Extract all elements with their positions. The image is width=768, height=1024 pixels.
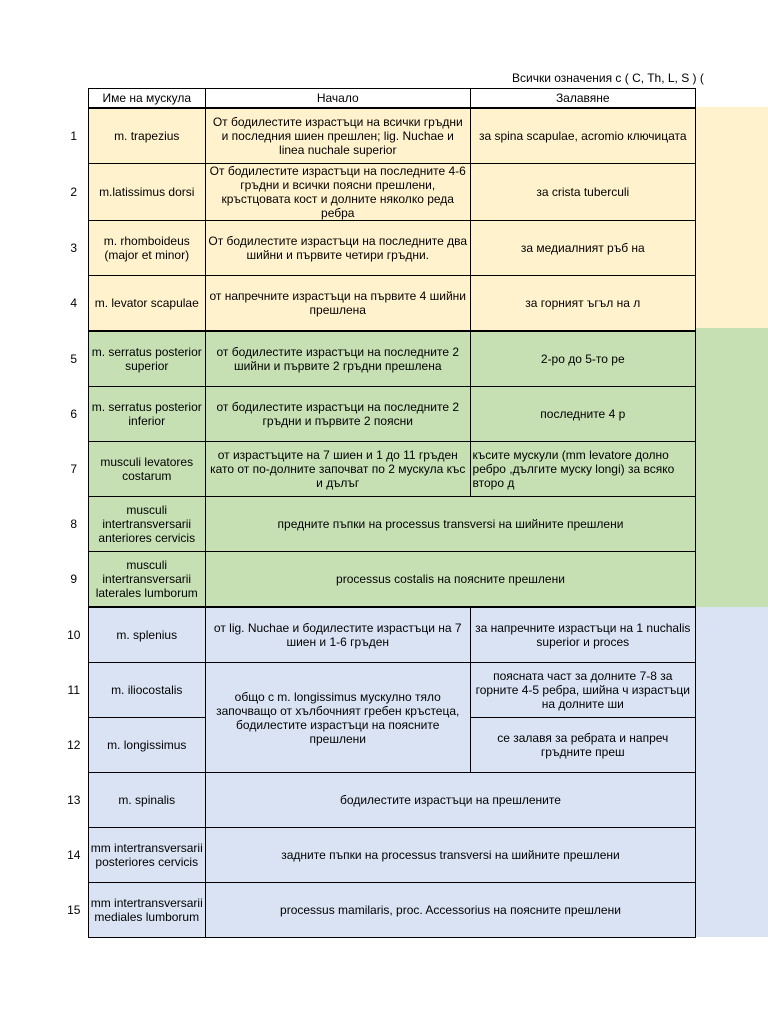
muscle-insertion: за горният ъгъл на л [470, 276, 695, 332]
muscle-table [60, 88, 696, 938]
row-number: 6 [60, 387, 88, 442]
row-number: 12 [60, 718, 88, 773]
muscle-attachment-span: processus mamilaris, proc. Accessorius на поясните прешлени [205, 883, 695, 938]
muscle-name: mm intertransversarii posteriores cervicis [88, 828, 205, 883]
muscle-name: m. levator scapulae [88, 276, 205, 332]
row-number: 3 [60, 221, 88, 276]
row-number: 8 [60, 497, 88, 552]
muscle-name: m. serratus posterior superior [88, 331, 205, 387]
row-number: 5 [60, 331, 88, 387]
row-number: 4 [60, 276, 88, 332]
row-number: 14 [60, 828, 88, 883]
row-number: 11 [60, 663, 88, 718]
row-number: 15 [60, 883, 88, 938]
muscle-origin: от израстъците на 7 шиен и 1 до 11 гръден като от по-долните започват по 2 мускула къс и дълъг [205, 442, 470, 497]
shared-origin-iliocostalis-longissimus: общо с m. longissimus мускулно тяло започващо от хълбочният гребен кръстеца, бодилестите израстъци на поясните прешлени [205, 663, 470, 773]
muscle-name: m. splenius [88, 607, 205, 663]
muscle-origin: От бодилестите израстъци на всички гръдни и последния шиен прешлен; lig. Nuchae и linea nuchale superior [205, 108, 470, 164]
muscle-name: musculi intertransversarii laterales lumborum [88, 552, 205, 608]
muscle-origin: от бодилестите израстъци на последните 2 гръдни и първите 2 поясни [205, 387, 470, 442]
muscle-name: musculi levatores costarum [88, 442, 205, 497]
table-row [60, 828, 696, 883]
muscle-attachment-span: бодилестите израстъци на прешлените [205, 773, 695, 828]
muscle-insertion: 2-ро до 5-то ре [470, 331, 695, 387]
table-row [60, 607, 696, 663]
yellow-group-band [696, 107, 768, 328]
row-number: 2 [60, 164, 88, 221]
muscle-name: musculi intertransversarii anteriores cervicis [88, 497, 205, 552]
header-name: Име на мускула [88, 89, 205, 109]
table-row [60, 331, 696, 387]
muscle-origin: От бодилестите израстъци на последните два шийни и първите четири гръдни. [205, 221, 470, 276]
row-number: 1 [60, 108, 88, 164]
muscle-insertion: за crista tuberculi [470, 164, 695, 221]
muscle-insertion: за медиалният ръб на [470, 221, 695, 276]
muscle-origin: от бодилестите израстъци на последните 2 шийни и първите 2 гръдни прешлена [205, 331, 470, 387]
green-group-band [696, 328, 768, 607]
table-row [60, 387, 696, 442]
row-number: 7 [60, 442, 88, 497]
muscle-name: mm intertransversarii mediales lumborum [88, 883, 205, 938]
muscle-insertion: поясната част за долните 7-8 за горните 4-5 ребра, шийна ч израстъци на долните ши [470, 663, 695, 718]
muscle-insertion: последните 4 р [470, 387, 695, 442]
table-row [60, 663, 696, 718]
muscle-origin: От бодилестите израстъци на последните 4-6 гръдни и всички поясни прешлени, кръстцовата кост и долните няколко реда ребра [205, 164, 470, 221]
row-number: 13 [60, 773, 88, 828]
row-number: 10 [60, 607, 88, 663]
header-origin: Начало [205, 89, 470, 109]
notation-note: Всички означения с ( C, Th, L, S ) ( [512, 71, 704, 85]
muscle-insertion: за напречните израстъци на 1 nuchalis superior и proces [470, 607, 695, 663]
muscle-attachment-span: processus costalis на поясните прешлени [205, 552, 695, 608]
table-row [60, 164, 696, 221]
muscle-name: m.latissimus dorsi [88, 164, 205, 221]
muscle-attachment-span: задните пъпки на processus transversi на шийните прешлени [205, 828, 695, 883]
table-row [60, 221, 696, 276]
muscle-name: m. serratus posterior inferior [88, 387, 205, 442]
muscle-origin: от lig. Nuchae и бодилестите израстъци на 7 шиен и 1-6 гръден [205, 607, 470, 663]
table-row [60, 773, 696, 828]
muscle-origin: от напречните израстъци на първите 4 шийни прешлена [205, 276, 470, 332]
muscle-name: m. iliocostalis [88, 663, 205, 718]
muscle-attachment-span: предните пъпки на processus transversi на шийните прешлени [205, 497, 695, 552]
muscle-name: m. trapezius [88, 108, 205, 164]
table-row [60, 497, 696, 552]
table-row [60, 552, 696, 608]
header-num-cell [60, 89, 88, 109]
table-header-row [60, 89, 696, 109]
muscle-insertion: се залавя за ребрата и напреч гръдните преш [470, 718, 695, 773]
muscle-name: m. longissimus [88, 718, 205, 773]
muscle-insertion: късите мускули (mm levatore долно ребро ,дългите муску longi) за всяко второ д [470, 442, 695, 497]
blue-group-band [696, 607, 768, 937]
table-row [60, 276, 696, 332]
table-row [60, 108, 696, 164]
table-row [60, 883, 696, 938]
muscle-name: m. rhomboideus (major et minor) [88, 221, 205, 276]
muscle-name: m. spinalis [88, 773, 205, 828]
muscle-table-viewport [0, 88, 696, 968]
table-row [60, 442, 696, 497]
header-insertion: Залавяне [470, 89, 695, 109]
row-number: 9 [60, 552, 88, 608]
muscle-insertion: за spina scapulae, acromio ключицата [470, 108, 695, 164]
